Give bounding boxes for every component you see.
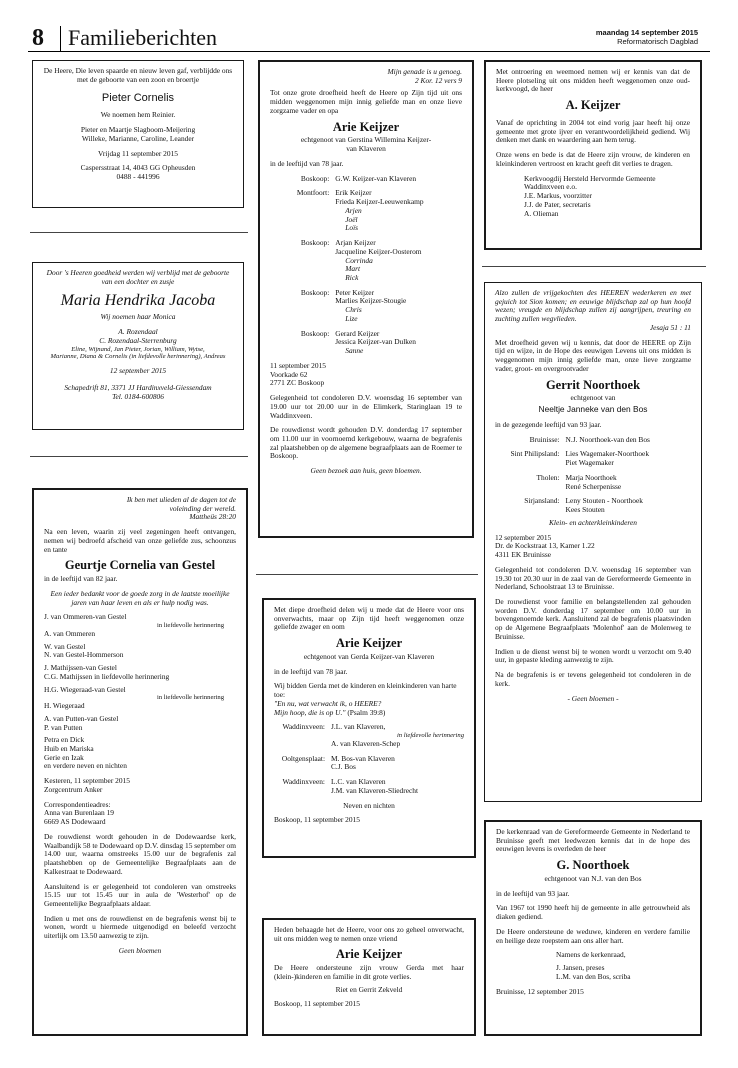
family-member: Petra en Dick	[44, 735, 85, 745]
family-spacer-cell	[274, 732, 331, 740]
family-place	[274, 787, 331, 796]
family-member: Lies Wagemaker-Noorthoek	[565, 449, 650, 459]
deceased-age: in de gezegende leeftijd van 93 jaar.	[495, 420, 602, 429]
family-group	[270, 330, 462, 356]
announcement-name: Maria Hendrika Jacoba	[60, 292, 216, 310]
family-member: J. van Ommeren-van Gestel	[44, 612, 127, 622]
announcement-body: Vanaf de oprichting in 2004 tot eind vorig jaar heeft hij onze gemeente met grote ijver en verantwoordelijkheid gediend. Wij denken met dank en waardering aan hem terug.	[496, 117, 690, 145]
announcement-call-name: Wij noemen haar Monica	[100, 312, 176, 322]
family-place	[270, 216, 335, 225]
grandchild-name: Lize	[345, 313, 358, 323]
announcement-intro: Tot onze grote droefheid heeft de Heere op Zijn tijd uit ons midden weggenomen mijn innig geliefde man en onze lieve zorgzame vader en opa	[270, 88, 462, 115]
bible-quote-reference: 2 Kor. 12 vers 9	[414, 75, 462, 85]
spouse-line-2: van Klaveren	[346, 144, 386, 154]
family-member: A. van Ommeren	[44, 628, 96, 638]
family-list	[274, 723, 464, 795]
family-list	[270, 175, 462, 356]
family-group	[270, 289, 462, 324]
family-group	[270, 239, 462, 283]
family-member: Piet Wagemaker	[565, 458, 614, 468]
announcement-address: Caspersstraat 14, 4043 GG Opheusden	[80, 163, 196, 173]
family-place	[274, 740, 331, 749]
family-place: Waddinxveen:	[282, 722, 325, 732]
newspaper-name: Reformatorisch Dagblad	[617, 37, 698, 46]
family-place	[270, 198, 335, 207]
issue-date: maandag 14 september 2015	[595, 28, 698, 37]
announcement-siblings: Willeke, Marianne, Caroline, Leander	[81, 133, 195, 143]
address-street: Voorkade 62	[270, 369, 308, 379]
family-member: Erik Keijzer	[335, 188, 372, 198]
family-member: Frieda Keijzer-Leeuwenkamp	[335, 197, 424, 207]
announcement-geurtje-van-gestel	[32, 488, 248, 1036]
family-member: P. van Putten	[44, 722, 83, 732]
deceased-age: in de leeftijd van 78 jaar.	[270, 158, 344, 168]
place-date: Boskoop, 11 september 2015	[274, 999, 360, 1009]
family-place: Ooltgensplaat:	[281, 753, 325, 763]
grandchildren-line: Klein- en achterkleinkinderen	[549, 517, 637, 527]
bible-quote: Ik ben met ulieden al de dagen tot de voleinding der wereld.	[126, 495, 236, 513]
condolence-info: Aansluitend is er gelegenheid tot condoleren van omstreeks 15.15 uur tot 15.45 uur in aula de 'Westerhof' op de Gemeentelijke Begraafplaats aldaar.	[44, 881, 236, 908]
psalm-reference: (Psalm 39:8)	[347, 707, 386, 717]
family-member: C.G. Mathijssen in liefdevolle herinnering	[44, 671, 170, 681]
place-date: Kesteren, 11 september 2015	[44, 776, 130, 786]
attendance-info: Indien u met ons de rouwdienst en de begrafenis wenst bij te wonen, wordt u hiermede uitgenodigd en beleefd verzocht uiterlijk om 13.50 aanwezig te zijn.	[44, 913, 236, 941]
family-member: N. van Gestel-Hommerson	[44, 650, 124, 660]
no-flowers-note: - Geen bloemen -	[567, 693, 619, 703]
family-member: Jessica Keijzer-van Dulken	[335, 337, 416, 347]
spouse-line: echtgenoot van Gerstina Willemina Keijzer-	[300, 135, 432, 145]
announcement-date: 12 september 2015	[495, 532, 552, 542]
correspondence-street: Anna van Burenlaan 19	[44, 808, 114, 818]
spouse-line: echtgenoot van N.J. van den Bos	[544, 873, 642, 883]
no-visit-note: Geen bezoek aan huis, geen bloemen.	[310, 466, 422, 476]
header-divider	[60, 26, 61, 51]
deceased-name: A. Keijzer	[565, 98, 621, 113]
spouse-label: echtgenoot van	[570, 393, 616, 403]
correspondence-label: Correspondentieadres:	[44, 799, 111, 809]
correspondence-city: 6669 AS Dodewaard	[44, 817, 106, 827]
family-place	[270, 347, 335, 356]
grandchild-name: Arjen	[345, 205, 362, 215]
signature-org: Kerkvoogdij Hersteld Hervormde Gemeente	[524, 173, 656, 183]
nephews-line: Neven en nichten	[343, 800, 395, 810]
family-group	[274, 778, 464, 795]
family-member: René Scherpenisse	[565, 481, 622, 491]
family-list	[44, 613, 236, 771]
announcement-parents: Pieter en Maartje Slagboom-Meijering	[80, 125, 196, 135]
family-group	[495, 497, 691, 514]
family-member: M. Bos-van Klaveren	[331, 753, 395, 763]
announcement-arie-keijzer-in-laws	[262, 598, 476, 858]
family-place: Boskoop:	[300, 238, 330, 248]
announcement-mother: C. Rozendaal-Sterrenburg	[99, 335, 177, 345]
family-member: Huib en Mariska	[44, 743, 94, 753]
announcement-body: Van 1967 tot 1990 heeft hij de gemeente in alle getrouwheid als diaken gediend.	[496, 903, 690, 922]
family-member: Leny Stouten - Noorthoek	[565, 496, 643, 506]
signature: Riet en Gerrit Zekveld	[335, 984, 403, 994]
announcement-pieter-cornelis	[32, 60, 244, 208]
family-member: J. Mathijssen-van Gestel	[44, 663, 117, 673]
announcement-intro: De Heere, Die leven spaarde en nieuw leven gaf, verblijdde ons met de geboorte van een zoon en broertje	[43, 66, 233, 84]
thanks-note: Een ieder bedankt voor de goede zorg in de laatste moeilijke jaren van haar leven en als er hulp nodig was.	[50, 588, 230, 607]
church-condolence-info: Na de begrafenis is er tevens gelegenheid tot condoleren in de kerk.	[495, 670, 691, 688]
spouse-name: Neeltje Janneke van den Bos	[538, 404, 648, 415]
family-place: Sint Philipsland:	[510, 449, 560, 459]
deceased-name: Gerrit Noorthoek	[545, 377, 641, 392]
announcement-date: Vrijdag 11 september 2015	[98, 148, 178, 158]
signature-chair: J.E. Markus, voorzitter	[524, 191, 592, 201]
bible-quote: Alzo zullen de vrijgekochten des HEEREN wederkeren en met gejuich tot Sion komen; en eeuwige blijdschap zal op hun hoofd wezen; vreugde en blijdschap zullen zij aangrijpen, treuring en zuchting zullen wegvlieden.	[495, 288, 691, 324]
announcement-wish: De Heere ondersteune de weduwe, kinderen en verdere familie en heilige deze roepstem aan ons aller hart.	[496, 926, 690, 945]
family-member: Arjan Keijzer	[335, 238, 376, 248]
announcement-arie-keijzer-family	[258, 60, 474, 538]
family-group	[495, 450, 691, 467]
family-member: Gerie en Izak	[44, 752, 84, 762]
announcement-name: Pieter Cornelis	[101, 92, 175, 105]
memorial-note: in liefdevolle herinnering	[396, 732, 464, 740]
family-place	[274, 763, 331, 772]
family-group	[270, 175, 462, 184]
address-city: 2771 ZC Boskoop	[270, 378, 325, 388]
family-place: Sirjansland:	[524, 496, 560, 506]
announcement-intro: Door 's Heeren goedheid werden wij verblijd met de geboorte van een dochter en zusje	[46, 268, 230, 286]
grandchild-name: Corrinda	[345, 255, 373, 265]
memorial-note: in liefdevolle herinnering	[156, 622, 224, 630]
condolence-info: Gelegenheid tot condoleren D.V. woensdag 16 september van 19.30 tot 20.30 uur in de zaal van de Gereformeerde Gemeente in Nederland, Schoolstraat 13 te Bruinisse.	[495, 564, 691, 592]
family-place	[270, 224, 335, 233]
family-member: C.J. Bos	[331, 762, 356, 772]
deceased-age: in de leeftijd van 93 jaar.	[496, 888, 570, 898]
family-member: N.J. Noorthoek-van den Bos	[565, 434, 650, 444]
family-list	[495, 436, 691, 515]
family-member: L.C. van Klaveren	[331, 777, 386, 787]
psalm-verse: "En nu, wat verwacht ik, o HEERE?	[274, 698, 382, 708]
family-place	[270, 297, 335, 306]
column-separator	[30, 232, 248, 233]
family-member: en verdere neven en nichten	[44, 761, 127, 771]
service-info: De rouwdienst wordt gehouden in de Dodewaardse kerk, Waalbandijk 58 te Dodewaard op D.V. dinsdag 15 september om 14.00 uur, waarna omstreeks 15.00 uur de begrafenis zal plaatshebben op de Gemeentelijke Begraafplaats aan de Kalkestraat te Dodewaard.	[44, 831, 236, 876]
family-group	[270, 189, 462, 233]
family-place: Tholen:	[536, 472, 560, 482]
bible-quote-reference: Jesaja 51 : 11	[649, 322, 691, 332]
announcement-address: Schapedrift 81, 3371 JJ Hardinxveld-Giessendam	[64, 382, 212, 392]
bible-quote-reference: Mattheüs 28:20	[189, 512, 236, 522]
deceased-name: Arie Keijzer	[335, 947, 403, 962]
family-member: A. van Putten-van Gestel	[44, 713, 119, 723]
deceased-age: in de leeftijd van 78 jaar.	[274, 666, 348, 676]
address-city: 4311 EK Bruinisse	[495, 550, 551, 560]
deceased-name: Arie Keijzer	[332, 119, 400, 134]
family-member: Marja Noorthoek	[565, 472, 617, 482]
psalm-verse-2: Mijn hoop, die is op U."	[274, 707, 346, 717]
announcement-siblings: Eline, Wijnand, Jan Pieter, Jorian, William, Wytse,	[71, 345, 205, 353]
announcement-phone: Tel. 0184-600806	[112, 391, 164, 401]
announcement-intro: Na een leven, waarin zij veel zegeningen heeft ontvangen, nemen wij bedroefd afscheid van onze geliefde zus, schoonzus en tante	[44, 527, 236, 554]
family-member: H. Wiegeraad	[44, 701, 85, 711]
family-place: Boskoop:	[300, 328, 330, 338]
grandchild-name: Joël	[345, 214, 358, 224]
family-place	[495, 459, 566, 468]
announcement-intro: Met ontroering en weemoed nemen wij er kennis van dat de Heere plotseling uit ons midden heeft weggenomen onze oud-kerkvoogd, de heer	[496, 67, 690, 94]
signature-label: Namens de kerkenraad,	[556, 950, 626, 960]
bible-quote: Mijn genade is u genoeg.	[387, 67, 462, 76]
family-member: J.M. van Klaveren-Sliedrecht	[331, 785, 419, 795]
family-place	[495, 483, 566, 492]
family-group	[274, 755, 464, 772]
family-place: Boskoop:	[300, 287, 330, 297]
family-member: Gerard Keijzer	[335, 328, 380, 338]
family-place: Bruinisse:	[529, 434, 560, 444]
announcement-intro: Heden behaagde het de Heere, voor ons zo geheel onverwacht, uit ons midden weg te nemen onze vriend	[274, 925, 464, 943]
family-member: J.L. van Klaveren,	[331, 722, 386, 732]
service-info: De rouwdienst wordt gehouden D.V. donderdag 17 september om 11.00 uur in voornoemd kerkgebouw, waarna de begrafenis zal plaatshebben op de algemene begraafplaats aan de Roemer te Boskoop.	[270, 425, 462, 461]
family-place	[270, 306, 335, 315]
signature-member: A. Olieman	[524, 208, 559, 218]
family-place: Montfoort:	[296, 188, 330, 198]
deceased-name: G. Noorthoek	[556, 858, 630, 873]
deceased-age: in de leeftijd van 82 jaar.	[44, 574, 118, 584]
announcement-intro: De kerkenraad van de Gereformeerde Gemeente in Nederland te Bruinisse geeft met leedwezen kennis dat in de hope des eeuwigen levens is overleden de heer	[496, 827, 690, 854]
family-member: G.W. Keijzer-van Klaveren	[335, 173, 417, 183]
column-separator	[30, 456, 248, 457]
family-member: Peter Keijzer	[335, 287, 375, 297]
deceased-name: Geurtje Cornelia van Gestel	[64, 558, 216, 573]
family-place	[270, 257, 335, 266]
signature-secretary: J.J. de Pater, secretaris	[524, 199, 591, 209]
condolence-info: Gelegenheid tot condoleren D.V. woensdag 16 september van 19.00 uur tot 20.00 uur in de Elimkerk, Staringlaan 19 te Waddinxveen.	[270, 393, 462, 420]
announcement-intro: Met droefheid geven wij u kennis, dat door de HEERE op Zijn tijd en wijze, in de Hope des eeuwigen Levens uit ons midden is weggenomen mijn innig geliefde man, onze lieve zorgzame vader, groot- en overgrootvader	[495, 337, 691, 373]
announcement-call-name: We noemen hem Reinier.	[100, 110, 176, 120]
family-place	[270, 338, 335, 347]
signature-chair: J. Jansen, preses	[556, 963, 605, 973]
memorial-note: in liefdevolle herinnering	[156, 694, 224, 702]
family-group	[274, 723, 464, 748]
place-date: Boskoop, 11 september 2015	[274, 815, 360, 825]
service-info: De rouwdienst voor familie en belangstellenden zal gehouden worden D.V. donderdag 17 september om 10.00 uur in bovengenoemde kerk. Aansluitend zal de begrafenis plaatsvinden op de Algemene Begraafplaats 'Molenhof' aan de Molenweg te Bruinisse.	[495, 597, 691, 641]
grandchild-name: Sanne	[345, 346, 364, 356]
announcement-body: De Heere ondersteune zijn vrouw Gerda met haar (klein-)kinderen en familie in dit grote verlies.	[274, 963, 464, 981]
announcement-date: 11 september 2015	[270, 360, 326, 370]
family-member: A. van Klaveren-Schep	[331, 738, 401, 748]
announcement-intro: Met diepe droefheid delen wij u mede dat de Heere voor ons onverwachts, maar op Zijn tijd heeft weggenomen onze geliefde zwager en oom	[274, 605, 464, 632]
announcement-a-keijzer-church	[484, 60, 702, 250]
place-date: Bruinisse, 12 september 2015	[496, 986, 584, 996]
family-place	[270, 265, 335, 274]
family-member: Kees Stouten	[565, 505, 605, 515]
family-member: H.G. Wiegeraad-van Gestel	[44, 684, 126, 694]
grandchild-name: Chris	[345, 305, 362, 315]
announcement-maria-hendrika	[32, 262, 244, 430]
family-member: W. van Gestel	[44, 641, 86, 651]
family-group	[495, 474, 691, 491]
family-place	[270, 248, 335, 257]
family-place	[270, 274, 335, 283]
announcement-gerrit-noorthoek	[484, 282, 702, 802]
family-place: Boskoop:	[300, 173, 330, 183]
family-place	[495, 506, 566, 515]
no-flowers-note: Geen bloemen	[118, 945, 162, 955]
announcement-father: A. Rozendaal	[118, 327, 158, 337]
announcement-wish: Onze wens en bede is dat de Heere zijn vrouw, de kinderen en kleinkinderen vertroost en kracht geeft dit verlies te dragen.	[496, 150, 690, 168]
announcement-phone: 0488 - 441996	[116, 172, 160, 182]
announcement-siblings-2: Marianne, Diana & Cornelis (in liefdevolle herinnering), Andreas	[50, 353, 226, 361]
announcement-g-noorthoek-church	[484, 820, 702, 1036]
signature-scribe: L.M. van den Bos, scriba	[556, 971, 631, 981]
family-member: Jacqueline Keijzer-Oosterom	[335, 246, 422, 256]
attendance-info: Indien u de dienst wenst bij te wonen wordt u verzocht om 9.40 uur, in gepaste kleding aanwezig te zijn.	[495, 646, 691, 665]
grandchild-name: Rick	[345, 272, 359, 282]
section-title: Familieberichten	[68, 25, 218, 50]
header-rule	[28, 51, 710, 52]
column-separator	[256, 574, 478, 575]
announcement-arie-keijzer-friends	[262, 918, 476, 1036]
address-street: Dr. de Kockstraat 13, Kamer 1.22	[495, 541, 595, 551]
grandchild-name: Mart	[345, 264, 361, 274]
spouse-line: echtgenoot van Gerda Keijzer-van Klaveren	[303, 651, 435, 661]
family-place: Waddinxveen:	[282, 777, 325, 787]
deceased-name: Arie Keijzer	[335, 636, 403, 651]
signature-place: Waddinxveen e.o.	[524, 182, 577, 192]
family-group	[495, 436, 691, 445]
family-place	[270, 207, 335, 216]
column-separator	[482, 266, 706, 267]
care-center: Zorgcentrum Anker	[44, 784, 103, 794]
family-member: Marlies Keijzer-Stougie	[335, 296, 407, 306]
page-number: 8	[32, 25, 44, 51]
announcement-date: 12 september 2015	[109, 366, 167, 376]
grandchild-name: Loïs	[345, 223, 359, 233]
family-place	[270, 315, 335, 324]
prayer-line: Wij bidden Gerda met de kinderen en kleinkinderen van harte toe:	[274, 681, 457, 700]
